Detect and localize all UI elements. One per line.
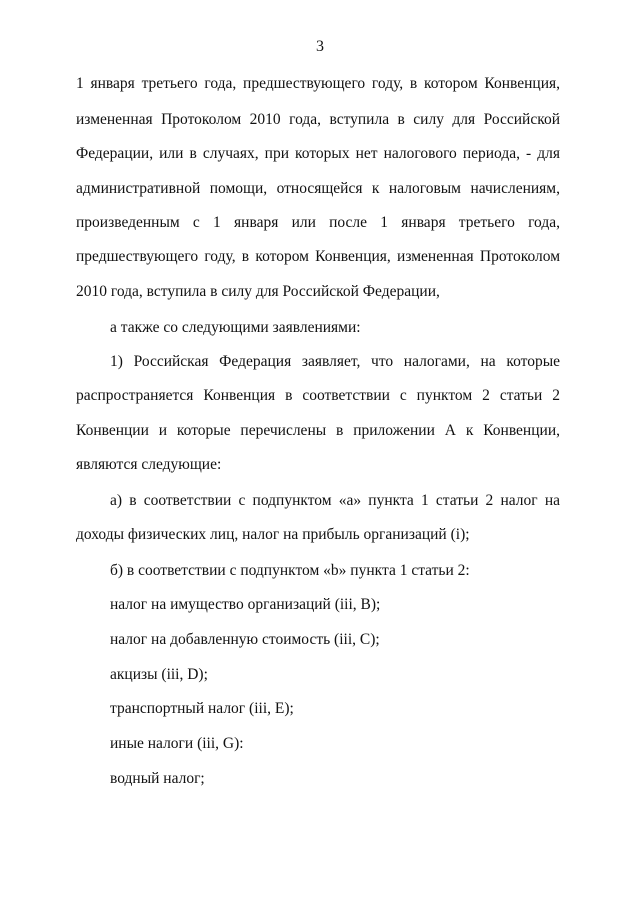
paragraph-line: водный налог;	[110, 770, 205, 787]
paragraph-line: иные налоги (iii, G):	[110, 735, 244, 752]
paragraph-line: налог на добавленную стоимость (iii, C);	[110, 631, 380, 648]
paragraph-line: предшествующего году, в котором Конвенция, измененная Протоколом	[76, 248, 560, 265]
paragraph-line: а) в соответствии с подпунктом «а» пункта 1 статьи 2 налог на	[110, 492, 560, 509]
paragraph-line: административной помощи, относящейся к налоговым начислениям,	[76, 180, 560, 197]
paragraph-line: б) в соответствии с подпунктом «b» пункта 1 статьи 2:	[110, 562, 470, 579]
paragraph-line: транспортный налог (iii, E);	[110, 700, 294, 717]
paragraph-line: акцизы (iii, D);	[110, 666, 208, 683]
paragraph-line: 1) Российская Федерация заявляет, что налогами, на которые	[110, 353, 560, 370]
paragraph-line: а также со следующими заявлениями:	[110, 319, 361, 336]
paragraph-line: произведенным с 1 января или после 1 января третьего года,	[76, 214, 560, 231]
paragraph-line: 1 января третьего года, предшествующего году, в котором Конвенция,	[76, 75, 560, 92]
paragraph-line: распространяется Конвенция в соответствии с пунктом 2 статьи 2	[76, 387, 560, 404]
paragraph-line: измененная Протоколом 2010 года, вступила в силу для Российской	[76, 111, 560, 128]
paragraph-line: доходы физических лиц, налог на прибыль организаций (i);	[76, 526, 470, 543]
paragraph-line: 2010 года, вступила в силу для Российской Федерации,	[76, 283, 440, 300]
paragraph-line: налог на имущество организаций (iii, B);	[110, 596, 381, 613]
paragraph-line: Федерации, или в случаях, при которых нет налогового периода, - для	[76, 145, 560, 162]
paragraph-line: являются следующие:	[76, 456, 222, 473]
page-number: 3	[316, 38, 324, 55]
paragraph-line: Конвенции и которые перечислены в приложении А к Конвенции,	[76, 422, 560, 439]
